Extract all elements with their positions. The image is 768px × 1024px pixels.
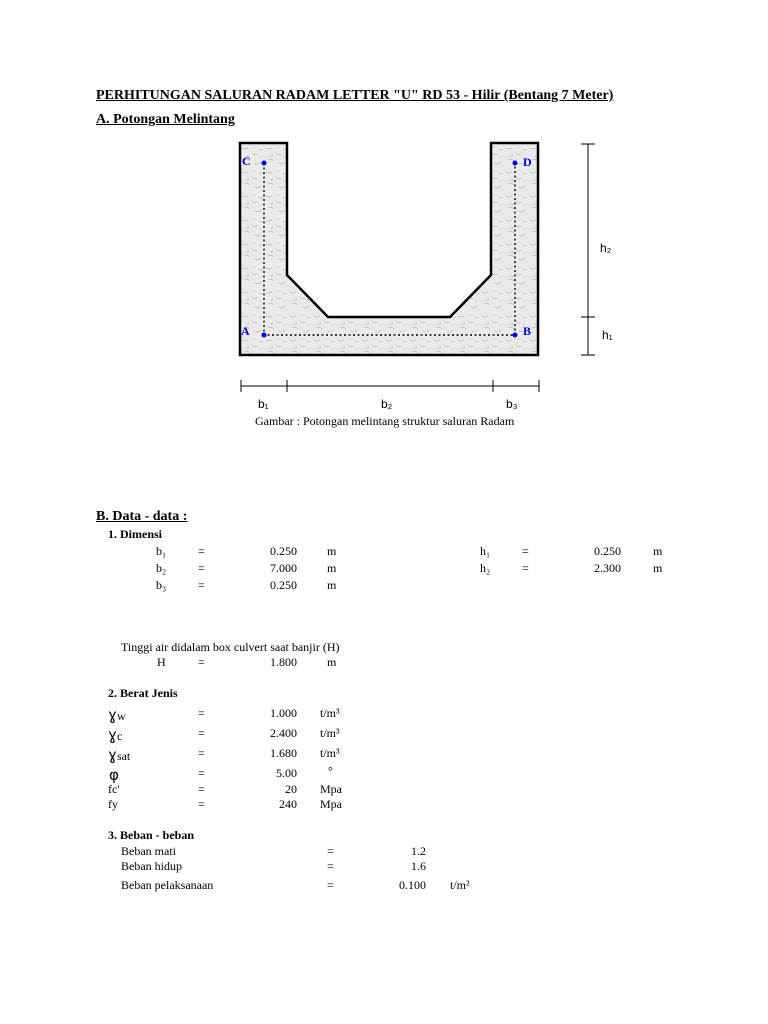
param-name: Beban hidup bbox=[121, 859, 182, 873]
param-unit: t/m³ bbox=[320, 746, 340, 760]
param-name: h₂ bbox=[480, 561, 491, 575]
phi-symbol: φ bbox=[109, 766, 119, 784]
berat-jenis-heading: 2. Berat Jenis bbox=[108, 686, 178, 700]
param-unit: ° bbox=[328, 764, 333, 778]
beban-heading: 3. Beban - beban bbox=[108, 828, 195, 842]
gamma-symbol: ɣ bbox=[108, 726, 117, 744]
param-name: fc' bbox=[108, 782, 120, 796]
param-name: fy bbox=[108, 797, 118, 811]
param-eq: = bbox=[198, 578, 205, 592]
param-name: c bbox=[116, 729, 123, 743]
param-eq: = bbox=[327, 878, 334, 892]
param-unit: m bbox=[327, 578, 337, 592]
param-eq: = bbox=[198, 797, 205, 811]
param-unit: t/m³ bbox=[320, 726, 340, 740]
param-eq: = bbox=[327, 844, 334, 858]
param-eq: = bbox=[198, 746, 205, 760]
param-eq: = bbox=[198, 706, 205, 720]
width-dimension-line bbox=[241, 380, 539, 392]
param-name: h₁ bbox=[480, 544, 491, 558]
point-d-label: D bbox=[523, 155, 532, 169]
u-channel-section bbox=[240, 143, 538, 355]
gamma-symbol: ɣ bbox=[108, 706, 117, 724]
param-value: 0.100 bbox=[399, 878, 426, 892]
param-eq: = bbox=[198, 726, 205, 740]
water-height-label: Tinggi air didalam box culvert saat banjir (H) bbox=[121, 640, 340, 654]
param-value: 1.2 bbox=[411, 844, 426, 858]
dim-label-h2: h₂ bbox=[600, 241, 612, 255]
param-unit: t/m² bbox=[450, 878, 470, 892]
param-value: 1.6 bbox=[411, 859, 426, 873]
section-b-heading: B. Data - data : bbox=[96, 509, 188, 524]
dim-label-b3: b₃ bbox=[506, 397, 518, 411]
param-name: b₃ bbox=[156, 578, 167, 592]
param-eq: = bbox=[198, 782, 205, 796]
point-b-marker bbox=[513, 333, 518, 338]
dim-label-h1: h₁ bbox=[602, 328, 613, 342]
param-unit: m bbox=[653, 561, 663, 575]
param-value: 0.250 bbox=[270, 578, 297, 592]
param-value: 1.680 bbox=[270, 746, 297, 760]
point-d-marker bbox=[513, 161, 518, 166]
param-name: Beban pelaksanaan bbox=[121, 878, 214, 892]
param-eq: = bbox=[198, 655, 205, 669]
param-value: 1.800 bbox=[270, 655, 297, 669]
param-value: 7.000 bbox=[270, 561, 297, 575]
param-unit: t/m³ bbox=[320, 706, 340, 720]
point-c-marker bbox=[262, 161, 267, 166]
param-value: 0.250 bbox=[270, 544, 297, 558]
param-value: 1.000 bbox=[270, 706, 297, 720]
param-name: sat bbox=[116, 749, 131, 763]
param-eq: = bbox=[522, 544, 529, 558]
param-unit: m bbox=[327, 655, 337, 669]
param-eq: = bbox=[198, 561, 205, 575]
param-value: 5.00 bbox=[276, 766, 297, 780]
figure-caption: Gambar : Potongan melintang struktur saluran Radam bbox=[255, 414, 515, 428]
param-eq: = bbox=[522, 561, 529, 575]
gamma-symbol: ɣ bbox=[108, 746, 117, 764]
param-name: Beban mati bbox=[121, 844, 176, 858]
param-name: w bbox=[116, 709, 126, 723]
param-name: H bbox=[157, 655, 166, 669]
param-eq: = bbox=[198, 766, 205, 780]
param-unit: m bbox=[327, 561, 337, 575]
param-eq: = bbox=[198, 544, 205, 558]
param-value: 0.250 bbox=[594, 544, 621, 558]
point-a-marker bbox=[262, 333, 267, 338]
point-b-label: B bbox=[523, 324, 532, 338]
section-a-heading: A. Potongan Melintang bbox=[96, 112, 235, 127]
point-c-label: C bbox=[242, 154, 251, 168]
param-unit: Mpa bbox=[320, 797, 342, 811]
param-value: 2.400 bbox=[270, 726, 297, 740]
param-name: b₂ bbox=[156, 561, 167, 575]
point-a-label: A bbox=[241, 324, 250, 338]
param-value: 240 bbox=[279, 797, 297, 811]
param-unit: m bbox=[327, 544, 337, 558]
param-unit: Mpa bbox=[320, 782, 342, 796]
page-title: PERHITUNGAN SALURAN RADAM LETTER "U" RD 53 - Hilir (Bentang 7 Meter) bbox=[96, 88, 614, 103]
param-value: 2.300 bbox=[594, 561, 621, 575]
param-value: 20 bbox=[285, 782, 297, 796]
dimensi-heading: 1. Dimensi bbox=[108, 527, 162, 541]
cross-section-figure bbox=[0, 0, 768, 440]
dim-label-b1: b₁ bbox=[258, 397, 269, 411]
param-name: b₁ bbox=[156, 544, 167, 558]
param-unit: m bbox=[653, 544, 663, 558]
height-dimension-line bbox=[581, 144, 595, 355]
param-eq: = bbox=[327, 859, 334, 873]
dim-label-b2: b₂ bbox=[381, 397, 393, 411]
